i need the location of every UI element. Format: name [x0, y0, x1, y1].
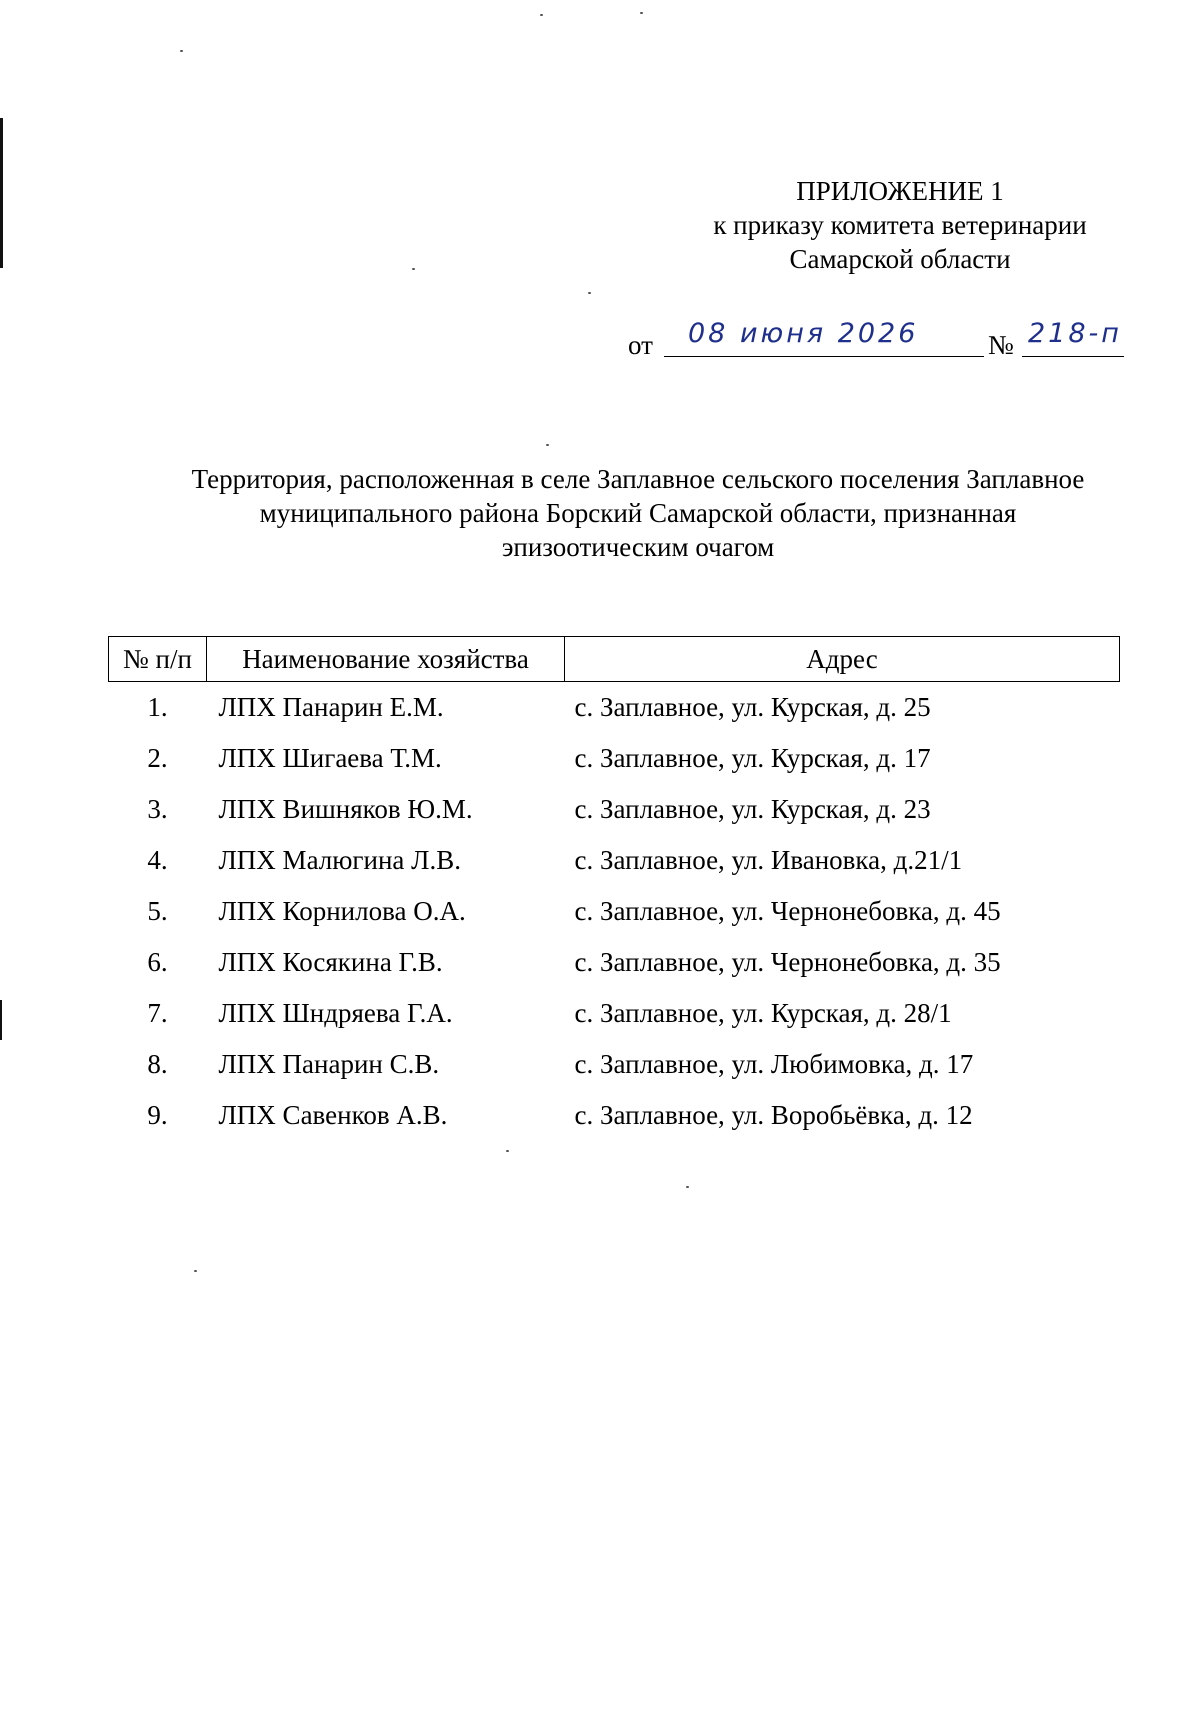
column-header-farm-name: Наименование хозяйства [207, 637, 565, 682]
farm-name: ЛПХ Малюгина Л.В. [218, 845, 461, 875]
scan-speck [588, 292, 591, 294]
table-row [109, 682, 1120, 734]
scan-edge-mark [0, 1000, 2, 1040]
farm-name: ЛПХ Шигаева Т.М. [218, 743, 442, 773]
farm-address: с. Заплавное, ул. Чернонебовка, д. 35 [574, 947, 1001, 977]
number-underline [1022, 356, 1124, 357]
table-row [109, 937, 1120, 988]
scan-edge-mark [0, 118, 3, 268]
column-header-number: № п/п [109, 637, 207, 682]
table-row [109, 784, 1120, 835]
document-heading [150, 462, 1126, 564]
appendix-order-reference: к приказу комитета ветеринарии [713, 210, 1087, 240]
row-number: 3. [147, 794, 168, 824]
row-number: 4. [147, 845, 168, 875]
farms-table [108, 636, 1120, 1141]
order-number-label: № [988, 330, 1014, 360]
scan-speck [686, 1186, 689, 1188]
farm-name: ЛПХ Вишняков Ю.М. [218, 794, 473, 824]
farm-address: с. Заплавное, ул. Чернонебовка, д. 45 [574, 896, 1001, 926]
column-header-address: Адрес [565, 637, 1120, 682]
order-date-handwritten: 08 июня 2026 [688, 318, 919, 349]
table-row [109, 1039, 1120, 1090]
date-underline [664, 356, 984, 357]
farm-name: ЛПХ Савенков А.В. [218, 1100, 448, 1130]
farm-name: ЛПХ Шндряева Г.А. [218, 998, 453, 1028]
order-number-handwritten: 218-п [1028, 318, 1122, 349]
scan-speck [540, 14, 543, 16]
row-number: 5. [147, 896, 168, 926]
scan-speck [412, 268, 415, 270]
table-row [109, 988, 1120, 1039]
row-number: 6. [147, 947, 168, 977]
farm-name: ЛПХ Корнилова О.А. [218, 896, 466, 926]
row-number: 9. [147, 1100, 168, 1130]
heading-line-3: эпизоотическим очагом [501, 532, 775, 562]
farm-name: ЛПХ Панарин Е.М. [218, 692, 444, 722]
row-number: 8. [147, 1049, 168, 1079]
farm-address: с. Заплавное, ул. Курская, д. 23 [574, 794, 931, 824]
table-row [109, 733, 1120, 784]
farm-address: с. Заплавное, ул. Курская, д. 28/1 [574, 998, 952, 1028]
appendix-header [660, 174, 1140, 276]
heading-line-2: муниципального района Борский Самарской области, признанная [259, 498, 1017, 528]
appendix-title: ПРИЛОЖЕНИЕ 1 [796, 176, 1004, 206]
heading-line-1: Территория, расположенная в селе Заплавное сельского поселения Заплавное [191, 464, 1085, 494]
farm-address: с. Заплавное, ул. Курская, д. 25 [574, 692, 931, 722]
scan-speck [180, 50, 183, 52]
scan-speck [546, 444, 549, 446]
order-from-label: от [628, 330, 653, 360]
table-row [109, 886, 1120, 937]
row-number: 7. [147, 998, 168, 1028]
farm-name: ЛПХ Панарин С.В. [218, 1049, 440, 1079]
scan-speck [506, 1150, 509, 1152]
farm-address: с. Заплавное, ул. Воробьёвка, д. 12 [574, 1100, 973, 1130]
scan-speck [640, 12, 643, 14]
order-date-number [628, 318, 1128, 362]
row-number: 2. [147, 743, 168, 773]
farm-address: с. Заплавное, ул. Ивановка, д.21/1 [574, 845, 963, 875]
row-number: 1. [147, 692, 168, 722]
table-row [109, 1090, 1120, 1141]
farm-address: с. Заплавное, ул. Курская, д. 17 [574, 743, 931, 773]
farm-address: с. Заплавное, ул. Любимовка, д. 17 [574, 1049, 974, 1079]
table-row [109, 835, 1120, 886]
table-header-row [109, 637, 1120, 682]
farm-name: ЛПХ Косякина Г.В. [218, 947, 443, 977]
appendix-region: Самарской области [789, 244, 1011, 274]
scan-speck [194, 1270, 197, 1272]
